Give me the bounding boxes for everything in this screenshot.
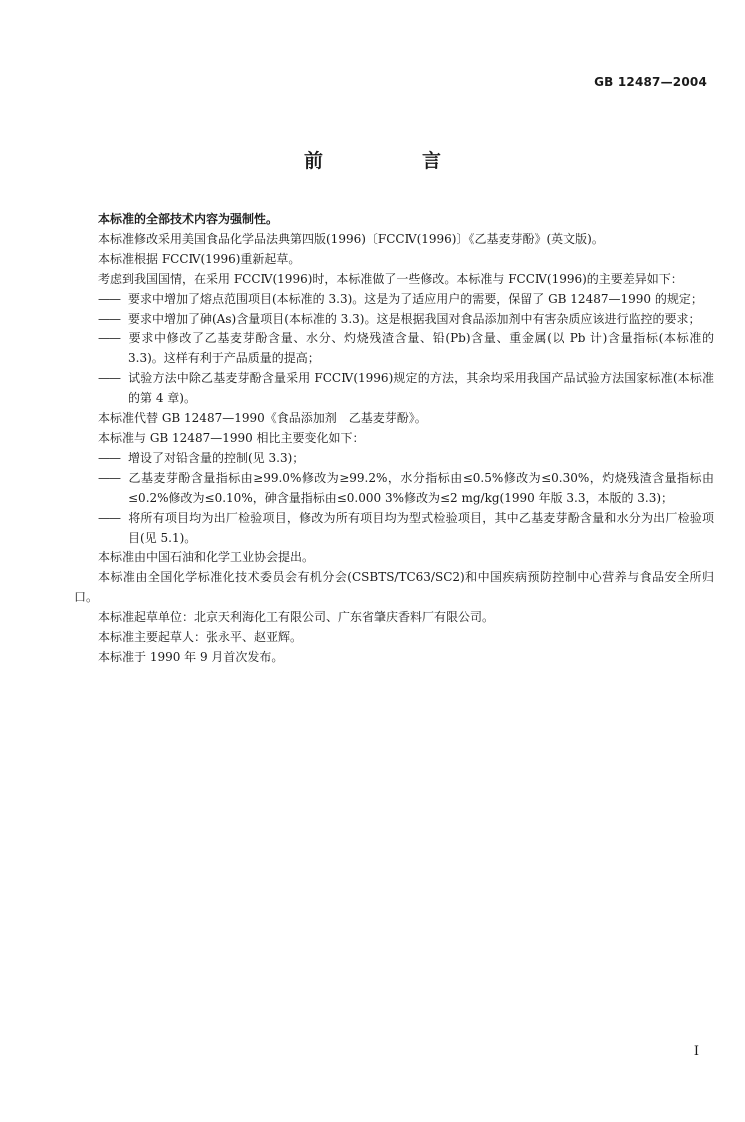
difference-text: 要求中增加了砷(As)含量项目(本标准的 3.3)。这是根据我国对食品添加剂中有害杂质应该进行监控的要求； [128,311,701,326]
paragraph-centralized-by: 本标准由全国化学标准化技术委员会有机分会(CSBTS/TC63/SC2)和中国疾病预防控制中心营养与食品安全所归口。 [74,570,714,605]
list-item [74,290,714,310]
page-title: 前 言 [303,150,481,172]
change-text: 将所有项目均为出厂检验项目，修改为所有项目均为型式检验项目，其中乙基麦芽酚含量和水分为出厂检验项目(见 5.1)。 [128,510,714,545]
difference-text: 要求中修改了乙基麦芽酚含量、水分、灼烧残渣含量、铅(Pb)含量、重金属(以 Pb 计)含量指标(本标准的 3.3)。这样有利于产品质量的提高； [128,331,714,366]
list-item [74,469,714,509]
dash-mark: —— [98,470,120,485]
paragraph-changes-intro: 本标准与 GB 12487—1990 相比主要变化如下： [98,430,365,445]
paragraph-replaces: 本标准代替 GB 12487—1990《食品添加剂 乙基麦芽酚》。 [98,411,427,426]
list-item [74,310,714,330]
list-item [74,369,714,409]
paragraph-drafting-units: 本标准起草单位：北京天利海化工有限公司、广东省肇庆香料厂有限公司。 [98,610,495,625]
dash-mark: —— [98,291,120,306]
change-text: 增设了对铅含量的控制(见 3.3)； [128,450,305,465]
dash-mark: —— [98,510,120,525]
page-number: I [693,1044,699,1059]
dash-mark: —— [98,450,120,465]
dash-mark: —— [98,331,120,346]
change-text: 乙基麦芽酚含量指标由≥99.0%修改为≥99.2%，水分指标由≤0.5%修改为≤0.30%，灼烧残渣含量指标由≤0.2%修改为≤0.10%，砷含量指标由≤0.000 3%修改为≤2 mg/kg(1990 年版 3.3，本版的 3.3)； [128,470,714,505]
difference-text: 试验方法中除乙基麦芽酚含量采用 FCCⅣ(1996)规定的方法，其余均采用我国产品试验方法国家标准(本标准的第 4 章)。 [128,371,714,406]
paragraph-proposed-by: 本标准由中国石油和化学工业协会提出。 [98,550,315,565]
dash-mark: —— [98,371,120,386]
paragraph-adoption: 本标准修改采用美国食品化学品法典第四版(1996)〔FCCⅣ(1996)〕《乙基麦芽酚》(英文版)。 [98,231,604,246]
list-item [74,449,714,469]
paragraph-mandatory: 本标准的全部技术内容为强制性。 [98,212,279,226]
list-item [74,329,714,369]
standard-code: GB 12487—2004 [594,75,707,89]
foreword-body [74,210,714,668]
paragraph-drafters: 本标准主要起草人：张永平、赵亚辉。 [98,630,303,645]
difference-text: 要求中增加了熔点范围项目(本标准的 3.3)。这是为了适应用户的需要，保留了 GB 12487—1990 的规定； [128,291,703,306]
paragraph-first-issue: 本标准于 1990 年 9 月首次发布。 [98,649,284,664]
paragraph-redrafted: 本标准根据 FCCⅣ(1996)重新起草。 [98,251,301,266]
list-item [74,509,714,549]
dash-mark: —— [98,311,120,326]
paragraph-modifications-intro: 考虑到我国国情，在采用 FCCⅣ(1996)时，本标准做了一些修改。本标准与 FCCⅣ(1996)的主要差异如下： [98,271,683,286]
